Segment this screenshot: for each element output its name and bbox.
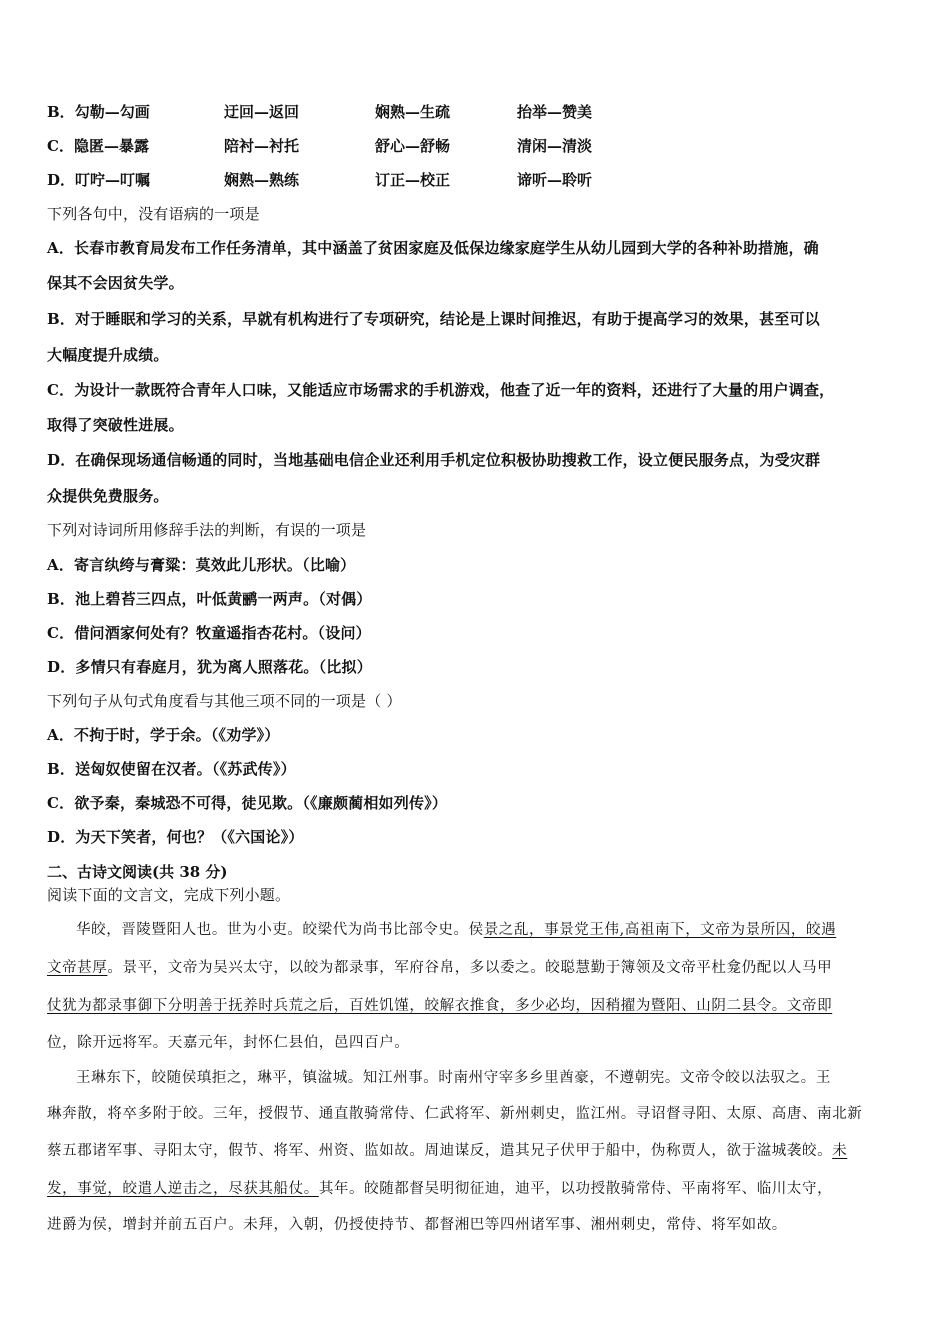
passage-p2-line1: 王琳东下，皎随侯瑱拒之，琳平，镇湓城。知江州事。时南州守宰多乡里酋豪，不遵朝宪。文帝令皎以法驭之。王 — [76, 1070, 831, 1086]
question-stem-grammar: 下列各句中，没有语病的一项是 — [47, 205, 260, 223]
word-pair: 叮咛—叮嘱 — [75, 171, 151, 189]
passage-p1-line4: 位，除开远将军。天嘉元年，封怀仁县伯，邑四百户。 — [47, 1035, 410, 1051]
passage-p2-line5: 进爵为侯，增封并前五百户。未拜，入朝，仍授使持节、都督湘巴等四州诸军事、湘州刺史，常侍、将军如故。 — [47, 1217, 787, 1233]
rhetoric-option-a: A．寄言纨绔与膏粱：莫效此儿形状。（比喻） — [47, 556, 356, 574]
option-b-pair-1 — [47, 102, 150, 122]
syntax-option-a: A．不拘于时，学于余。（《劝学》） — [47, 726, 280, 744]
option-d-pair-2: 娴熟—熟练 — [224, 171, 300, 189]
underlined-sentence: 景之乱，事景党王伟,高祖南下，文帝为景所囚，皎遇 — [483, 922, 837, 938]
grammar-option-c-line2: 取得了突破性进展。 — [47, 416, 184, 434]
underlined-sentence: 仗犹为都录事御下分明善于抚养时兵荒之后，百姓饥馑，皎解衣推食，多少必均，因稍擢为暨阳、山阴二县令。文帝即 — [47, 998, 833, 1014]
word-pair: 隐匿—暴露 — [73, 137, 149, 155]
passage-text: 华皎，晋陵暨阳人也。世为小吏。皎梁代为尚书比部令史。侯 — [76, 922, 484, 938]
grammar-option-d-line2: 众提供免费服务。 — [47, 487, 169, 505]
passage-p2-line3 — [47, 1141, 907, 1161]
option-letter: D． — [47, 171, 76, 189]
word-pair: 勾勒—勾画 — [74, 103, 150, 121]
option-letter: C． — [47, 137, 74, 155]
option-d-pair-4: 谛听—聆听 — [517, 171, 593, 189]
passage-text: 其年。皎随都督吴明彻征迪，迪平，以功授散骑常侍、平南将军、临川太守， — [318, 1181, 833, 1197]
grammar-option-b-line2: 大幅度提升成绩。 — [47, 346, 169, 364]
section-instruction: 阅读下面的文言文，完成下列小题。 — [47, 886, 291, 904]
passage-p2-line2: 琳奔散，将卒多附于皎。三年，授假节、通直散骑常侍、仁武将军、新州刺史，监江州。寻诏督寻阳、太原、高唐、南北新 — [47, 1106, 863, 1122]
grammar-option-a-line1: A．长春市教育局发布工作任务清单，其中涵盖了贫困家庭及低保边缘家庭学生从幼儿园到大学的各种补助措施，确 — [47, 239, 819, 257]
option-letter: B． — [47, 103, 75, 121]
vocab-option-b — [47, 102, 907, 122]
grammar-option-d-line1: D．在确保现场通信畅通的同时，当地基础电信企业还利用手机定位积极协助搜救工作，设立便民服务点，为受灾群 — [47, 451, 821, 469]
option-b-pair-3: 娴熟—生疏 — [375, 103, 451, 121]
option-b-pair-4: 抬举—赞美 — [517, 103, 593, 121]
passage-p1-line2 — [47, 958, 907, 978]
question-stem-syntax: 下列句子从句式角度看与其他三项不同的一项是（ ） — [47, 692, 402, 710]
underlined-sentence: 发，事觉，皎遣人逆击之，尽获其船仗。 — [47, 1181, 319, 1197]
option-d-pair-1 — [47, 170, 150, 190]
rhetoric-option-d: D．多情只有春庭月，犹为离人照落花。（比拟） — [47, 658, 372, 676]
passage-p2-line4 — [47, 1179, 907, 1199]
passage-p1-line3 — [47, 996, 907, 1016]
option-c-pair-1 — [47, 136, 149, 156]
rhetoric-option-b: B．池上碧苔三四点，叶低黄鹂一两声。（对偶） — [47, 590, 372, 608]
section-heading: 二、古诗文阅读(共 38 分) — [47, 863, 228, 881]
underlined-sentence: 未 — [832, 1143, 848, 1159]
syntax-option-d: D．为天下笑者，何也？（《六国论》） — [47, 828, 304, 846]
grammar-option-a-line2: 保其不会因贫失学。 — [47, 274, 184, 292]
vocab-option-c — [47, 136, 907, 156]
grammar-option-b-line1: B．对于睡眠和学习的关系，早就有机构进行了专项研究，结论是上课时间推迟，有助于提高学习的效果，甚至可以 — [47, 310, 820, 328]
rhetoric-option-c: C．借问酒家何处有？牧童遥指杏花村。（设问） — [47, 624, 371, 642]
option-c-pair-3: 舒心—舒畅 — [375, 137, 451, 155]
passage-text: 蔡五郡诸军事、寻阳太守，假节、将军、州资、监如故。周迪谋反，遣其兄子伏甲于船中，伪称贾人，欲于湓城袭皎。 — [47, 1143, 833, 1159]
vocab-option-d — [47, 170, 907, 190]
option-b-pair-2: 迂回—返回 — [224, 103, 300, 121]
grammar-option-c-line1: C．为设计一款既符合青年人口味，又能适应市场需求的手机游戏，他查了近一年的资料，还进行了大量的用户调查， — [47, 381, 835, 399]
option-d-pair-3: 订正—校正 — [375, 171, 451, 189]
option-c-pair-4: 清闲—清淡 — [517, 137, 593, 155]
syntax-option-c: C．欲予秦，秦城恐不可得，徒见欺。（《廉颇蔺相如列传》） — [47, 794, 448, 812]
question-stem-rhetoric: 下列对诗词所用修辞手法的判断，有误的一项是 — [47, 521, 367, 539]
passage-text: 。景平，文帝为吴兴太守，以皎为都录事，军府谷帛，多以委之。皎聪慧勤于簿领及文帝平杜龛仍配以人马甲 — [107, 960, 833, 976]
syntax-option-b: B．送匈奴使留在汉者。（《苏武传》） — [47, 760, 296, 778]
option-c-pair-2: 陪衬—衬托 — [224, 137, 300, 155]
underlined-sentence: 文帝甚厚 — [47, 960, 108, 976]
passage-p1-line1 — [47, 920, 907, 940]
